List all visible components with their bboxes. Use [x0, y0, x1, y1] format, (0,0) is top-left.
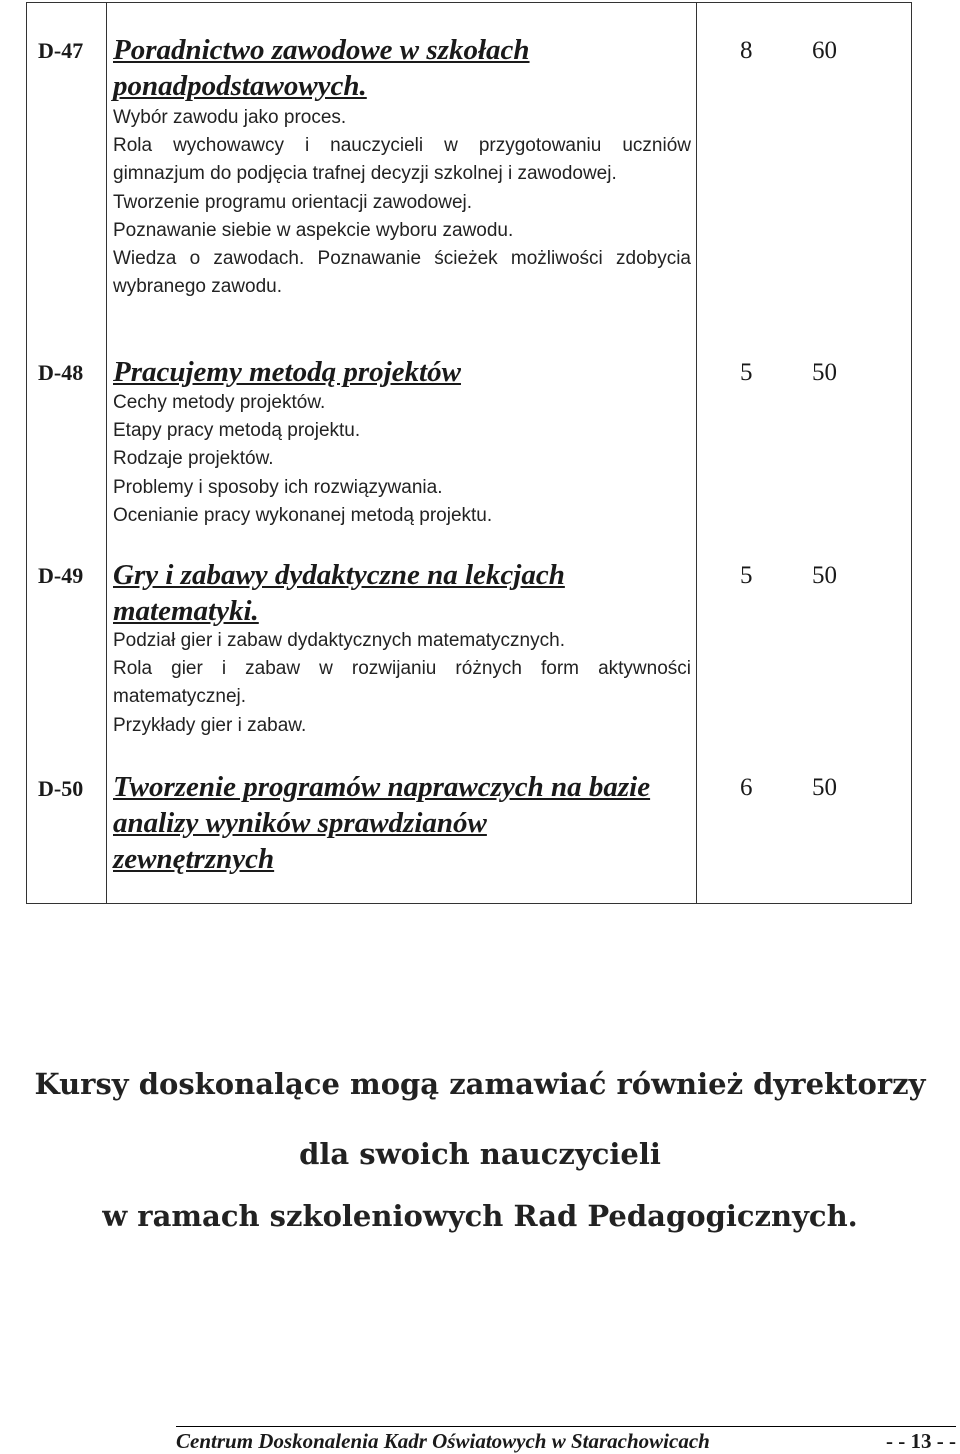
- hours-column: [697, 3, 912, 904]
- topic-item: Podział gier i zabaw dydaktycznych matematycznych.: [113, 630, 565, 651]
- course-topics: [113, 104, 691, 301]
- course-hours: 6: [740, 774, 753, 801]
- course-title: Gry i zabawy dydaktyczne na lekcjach matematyki.: [113, 559, 565, 627]
- footer-institution: Centrum Doskonalenia Kadr Oświatowych w Starachowicach: [176, 1429, 710, 1453]
- course-topics: [113, 389, 691, 530]
- course-price: 60: [812, 37, 837, 64]
- topic-item: Przykłady gier i zabaw.: [113, 714, 307, 736]
- topic-item: Cechy metody projektów.: [113, 392, 326, 413]
- footer-rule: [176, 1426, 956, 1427]
- topic-item: Wiedza o zawodach. Poznawanie ścieżek możliwości zdobycia wybranego zawodu.: [113, 248, 691, 298]
- topic-item: Wybór zawodu jako proces.: [113, 107, 347, 128]
- notice-line-1: Kursy doskonalące mogą zamawiać również dyrektorzy: [34, 1067, 926, 1101]
- course-topics: [113, 627, 691, 740]
- course-title: Poradnictwo zawodowe w szkołach ponadpodstawowych.: [113, 34, 530, 102]
- topic-item: Ocenianie pracy wykonanej metodą projektu.: [113, 504, 493, 526]
- course-hours: 5: [740, 359, 753, 386]
- topic-item: Etapy pracy metodą projektu.: [113, 420, 361, 442]
- course-title: Tworzenie programów naprawczych na bazie analizy wyników sprawdzianów zewnętrznych: [113, 771, 651, 875]
- page-footer: [0, 1426, 960, 1453]
- topic-item: Rola wychowawcy i nauczycieli w przygotowaniu uczniów gimnazjum do podjęcia trafnej decyzji szkolnej i zawodowej.: [113, 135, 691, 185]
- topic-item: Rola gier i zabaw w rozwijaniu różnych form aktywności matematycznej.: [113, 658, 691, 708]
- course-title: Pracujemy metodą projektów: [113, 356, 461, 388]
- topic-item: Tworzenie programu orientacji zawodowej.: [113, 191, 473, 213]
- course-code: D-47: [38, 38, 84, 63]
- topic-item: Rodzaje projektów.: [113, 448, 274, 470]
- notice-line-3: w ramach szkoleniowych Rad Pedagogicznych.: [102, 1199, 858, 1233]
- course-code: D-49: [38, 563, 84, 588]
- course-hours: 8: [740, 37, 753, 64]
- course-code: D-48: [38, 360, 84, 385]
- course-hours: 5: [740, 562, 753, 589]
- course-price: 50: [812, 774, 837, 801]
- topic-item: Problemy i sposoby ich rozwiązywania.: [113, 476, 443, 498]
- notice-line-2: dla swoich nauczycieli: [299, 1137, 661, 1171]
- course-price: 50: [812, 359, 837, 386]
- code-column: [27, 3, 107, 904]
- course-price: 50: [812, 562, 837, 589]
- topic-item: Poznawanie siebie w aspekcie wyboru zawodu.: [113, 219, 514, 241]
- course-code: D-50: [38, 776, 84, 801]
- footer-page-number: - - 13 - -: [886, 1429, 956, 1453]
